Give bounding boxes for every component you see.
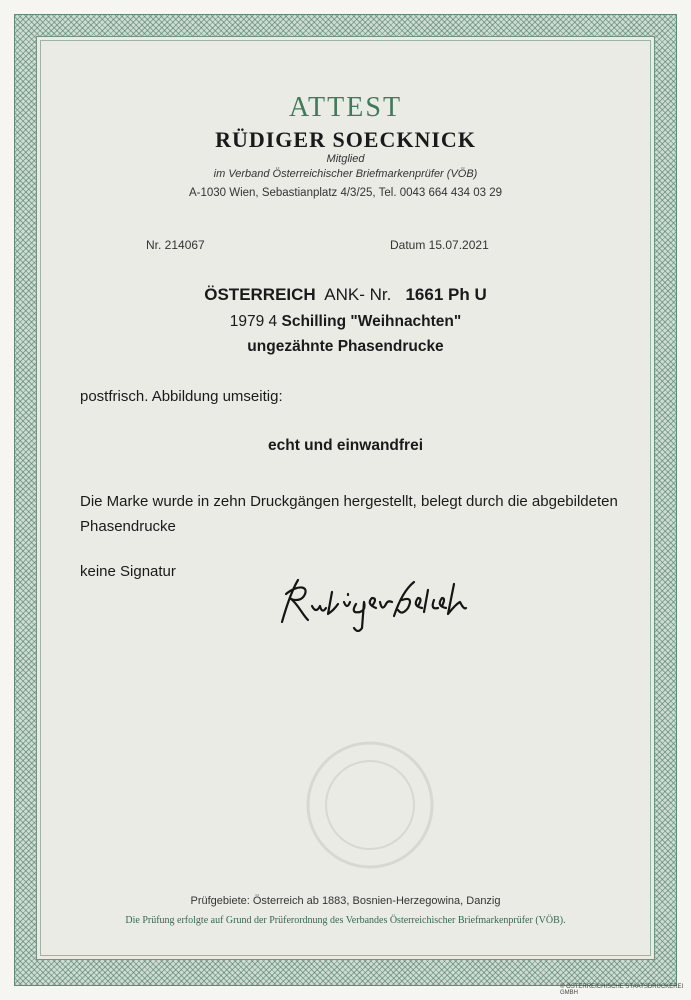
certificate-number: Nr. 214067 xyxy=(146,238,205,252)
membership-label: Mitglied xyxy=(326,153,365,165)
examiner-address: A-1030 Wien, Sebastianplatz 4/3/25, Tel. 0043 664 434 03 29 xyxy=(188,187,503,199)
certificate-date: Datum 15.07.2021 xyxy=(390,238,489,252)
stamp-year-line xyxy=(0,313,691,331)
stamp-description: Schilling "Weihnachten" xyxy=(281,313,462,330)
printer-credit: © ÖSTERREICHISCHE STAATSDRUCKEREI GMBH xyxy=(560,984,684,996)
footer-note: Die Prüfung erfolgte auf Grund der Prüferordnung des Verbandes Österreichischer Briefmarkenprüfer (VÖB). xyxy=(125,915,566,926)
catalog-prefix: ANK- Nr. xyxy=(324,285,392,304)
signature-note: keine Signatur xyxy=(80,563,176,580)
condition-text: postfrisch. Abbildung umseitig: xyxy=(80,388,283,405)
stamp-country: ÖSTERREICH xyxy=(204,285,316,304)
embossed-seal xyxy=(300,735,440,875)
catalog-number: 1661 Ph U xyxy=(405,285,487,304)
stamp-variant: ungezähnte Phasendrucke xyxy=(247,338,444,355)
verdict-text: echt und einwandfrei xyxy=(267,437,423,454)
handwritten-signature xyxy=(268,570,478,632)
association-label: im Verband Österreichischer Briefmarkenprüfer (VÖB) xyxy=(213,168,478,180)
stamp-year-value: 1979 4 xyxy=(229,313,278,330)
examination-scope: Prüfgebiete: Österreich ab 1883, Bosnien-Herzegowina, Danzig xyxy=(190,895,501,907)
remark-text: Die Marke wurde in zehn Druckgängen hergestellt, belegt durch die abgebildeten Phasendrucke xyxy=(80,493,618,535)
stamp-title-line xyxy=(0,285,691,305)
examiner-name: RÜDIGER SOECKNICK xyxy=(215,127,476,152)
attest-heading: ATTEST xyxy=(288,92,403,123)
